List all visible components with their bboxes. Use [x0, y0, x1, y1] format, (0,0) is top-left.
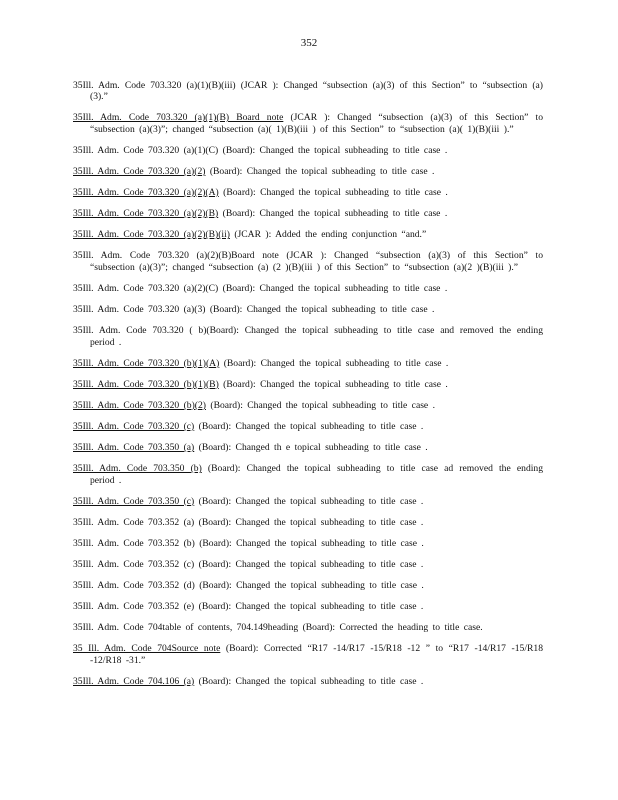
entry-citation: 35Ill. Adm. Code 703.350 (c) [73, 495, 195, 507]
amendment-entry [73, 187, 543, 199]
amendment-entry [73, 358, 543, 370]
entry-description: (Board): Changed the topical subheading to title case ad removed the ending period . [90, 463, 543, 486]
entry-citation: 35Ill. Adm. Code 703.320 (b)(1)(A) [73, 357, 220, 369]
entry-citation: 35 Ill. Adm. Code 704Source note [73, 643, 221, 655]
amendment-entry [73, 250, 543, 273]
entry-description: (Board): Changed the topical subheading to title case . [194, 420, 424, 432]
entry-description: (Board): Changed the topical subheading to title case . [218, 378, 448, 390]
amendment-entry [73, 145, 543, 157]
entry-citation: 35Ill. Adm. Code 703.352 (c) [73, 558, 195, 570]
entry-description: (Board): Changed the topical subheading to title case . [205, 399, 435, 411]
entry-description: (Board): Corrected the heading to title case. [298, 622, 483, 634]
entry-description: (Board): Changed the topical subheading to title case . [194, 580, 424, 592]
amendment-entry [73, 400, 543, 412]
entry-citation: 35Ill. Adm. Code 703.320 (a)(1)(B) Board note [73, 112, 284, 124]
amendment-entry [73, 112, 543, 135]
entry-citation: 35Ill. Adm. Code 703.320 (a)(2) [73, 165, 206, 177]
amendment-entry [73, 421, 543, 433]
amendment-entry [73, 304, 543, 316]
entry-citation: 35Ill. Adm. Code 703.320 (a)(2)(B)Board note [73, 250, 279, 262]
entry-description: (Board): Changed the topical subheading to title case . [194, 495, 424, 507]
amendment-entry [73, 643, 543, 666]
entry-citation: 35Ill. Adm. Code 704.106 (a) [73, 675, 195, 687]
amendment-entry [73, 538, 543, 550]
entry-citation: 35Ill. Adm. Code 703.320 (b)(1)(B) [73, 378, 219, 390]
entry-citation: 35Ill. Adm. Code 704table of contents, 704.149heading [73, 622, 299, 634]
entry-description: (JCAR ): Changed “subsection (a)(3) of this Section” to “subsection (a)(3)”; changed “subsection (a) (2 )(B)(iii ) of this Section” to “subsection (a)(2 )(B)(iii ).” [90, 250, 543, 273]
amendment-entry [73, 601, 543, 613]
entry-citation: 35Ill. Adm. Code 703.320 (a)(1)(C) [73, 144, 219, 156]
entry-description: (Board): Changed the topical subheading to title case . [205, 303, 435, 315]
entry-citation: 35Ill. Adm. Code 703.320 (a)(2)(B) [73, 208, 219, 220]
entry-description: (JCAR ): Added the ending conjunction “and.” [229, 229, 427, 241]
entry-citation: 35Ill. Adm. Code 703.320 ( b) [73, 325, 207, 337]
entry-citation: 35Ill. Adm. Code 703.350 (b) [73, 463, 202, 475]
entry-description: (Board): Changed the topical subheading to title case and removed the ending period . [90, 325, 543, 348]
entry-description: (Board): Changed the topical subheading to title case . [218, 282, 448, 294]
entry-description: (Board): Changed the topical subheading to title case . [194, 558, 424, 570]
entry-description: (Board): Changed the topical subheading to title case . [194, 601, 424, 613]
entry-description: (Board): Corrected “R17 -14/R17 -15/R18 -12 ” to “R17 -14/R17 -15/R18 -12/R18 -31.” [90, 643, 543, 666]
amendment-entry [73, 496, 543, 508]
amendment-list [73, 70, 543, 696]
entry-citation: 35Ill. Adm. Code 703.320 (c) [73, 420, 195, 432]
entry-description: (Board): Changed th e topical subheading to title case . [194, 442, 428, 453]
amendment-entry [73, 442, 543, 454]
entry-citation: 35Ill. Adm. Code 703.350 (a) [73, 442, 195, 453]
entry-citation: 35Ill. Adm. Code 703.320 (a)(2)(A) [73, 186, 219, 198]
entry-citation: 35Ill. Adm. Code 703.352 (e) [73, 601, 195, 613]
entry-description: (Board): Changed the topical subheading to title case . [194, 537, 424, 549]
entry-description: (JCAR ): Changed “subsection (a)(3) of this Section” to “subsection (a)(3)”; changed “subsection (a)( 1)(B)(iii ) of this Section” to “subsection (a)( 1)(B)(iii ).” [90, 112, 543, 135]
amendment-entry [73, 379, 543, 391]
entry-description: (Board): Changed the topical subheading to title case . [218, 186, 448, 198]
entry-citation: 35Ill. Adm. Code 703.320 (a)(1)(B)(iii) [73, 79, 236, 91]
entry-description: (Board): Changed the topical subheading to title case . [205, 165, 435, 177]
amendment-entry [73, 283, 543, 295]
amendment-entry [73, 463, 543, 486]
entry-description: (Board): Changed the topical subheading to title case . [194, 675, 424, 687]
entry-citation: 35Ill. Adm. Code 703.320 (a)(3) [73, 303, 206, 315]
amendment-entry [73, 676, 543, 688]
entry-description: (Board): Changed the topical subheading to title case . [218, 144, 448, 156]
entry-citation: 35Ill. Adm. Code 703.320 (b)(2) [73, 399, 206, 411]
amendment-entry [73, 166, 543, 178]
entry-description: (Board): Changed the topical subheading to title case . [219, 357, 449, 369]
amendment-entry [73, 517, 543, 529]
entry-citation: 35Ill. Adm. Code 703.352 (a) [73, 516, 195, 528]
page-number: 352 [300, 37, 318, 49]
amendment-entry [73, 580, 543, 592]
entry-citation: 35Ill. Adm. Code 703.352 (d) [73, 580, 195, 592]
entry-description: (Board): Changed the topical subheading to title case . [218, 208, 448, 220]
entry-citation: 35Ill. Adm. Code 703.320 (a)(2)(B)(ii) [73, 229, 230, 241]
amendment-entry [73, 622, 543, 634]
entry-description: (Board): Changed the topical subheading to title case . [194, 516, 424, 528]
amendment-entry [73, 229, 543, 241]
entry-citation: 35Ill. Adm. Code 703.320 (a)(2)(C) [73, 282, 219, 294]
entry-citation: 35Ill. Adm. Code 703.352 (b) [73, 537, 195, 549]
amendment-entry [73, 559, 543, 571]
amendment-entry [73, 80, 543, 103]
amendment-entry [73, 325, 543, 348]
amendment-entry [73, 208, 543, 220]
entry-description: (JCAR ): Changed “subsection (a)(3) of this Section” to “subsection (a)(3).” [90, 79, 544, 103]
